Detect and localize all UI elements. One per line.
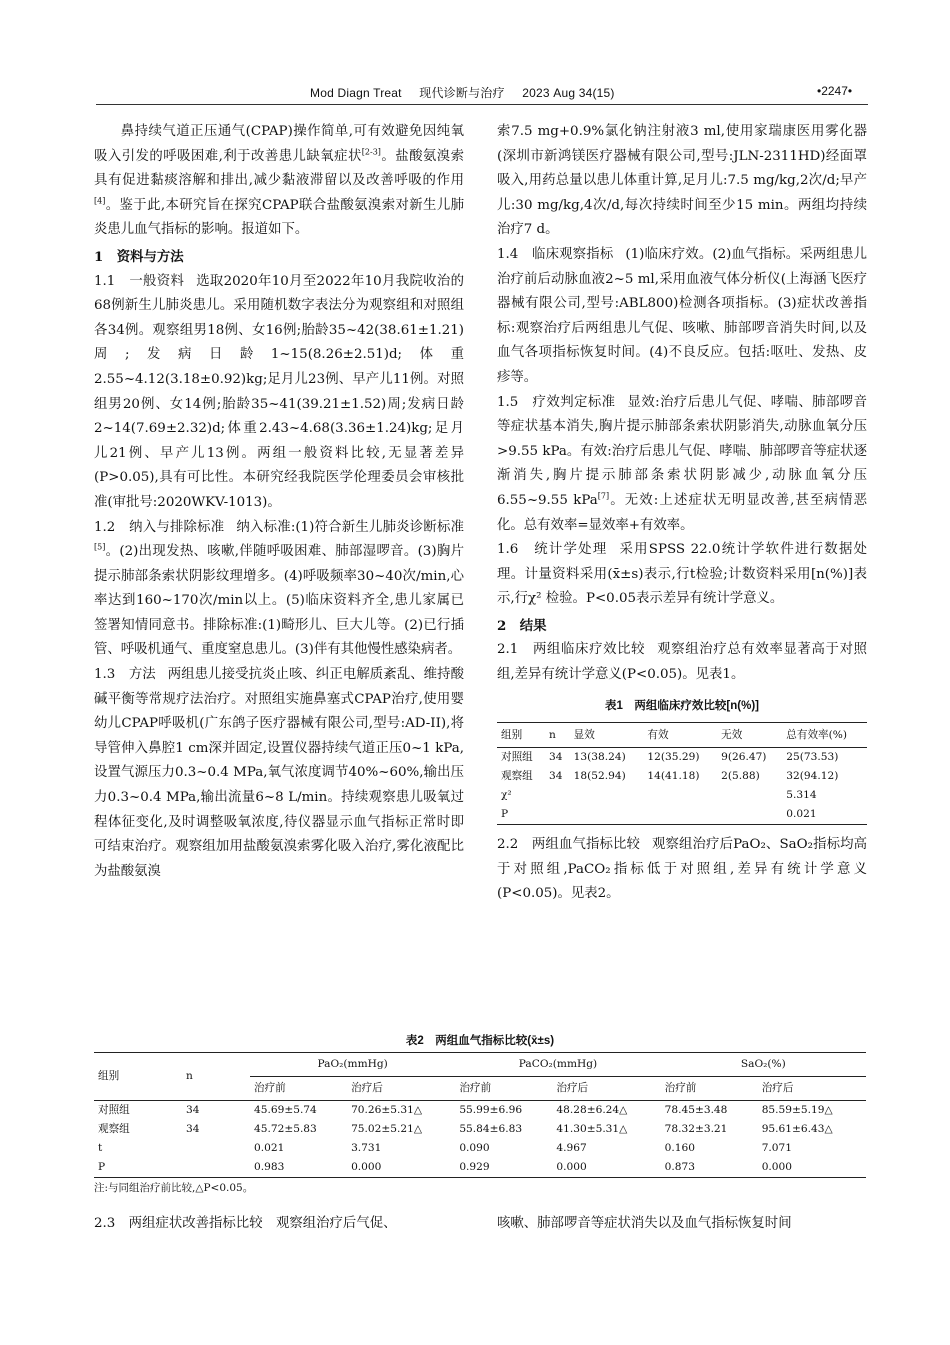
table2-block [94, 1026, 866, 1195]
section-2-title: 2 结果 [497, 617, 547, 634]
table-row: P 0.021 [501, 808, 817, 821]
table2: 组别 n PaO₂(mmHg) PaCO₂(mmHg) SaO₂(%) 治疗前 治疗后 治疗前 治疗后 治疗前 治疗后 对照组 34 45.69±5.74 70.26±5.31△ 55.99±6.96 48.28±6.24△ 78.45±3.48 85.59±5.19△ 观察组 34 45.72±5.83 75.02±5.21△ 55.84±6.83 41.30±5.31△ 78.32±3.21 95.61±6.43△ t 0.021 3.731 0.090 4.967 0.160 7.071 P 0.983 0.000 0.929 0.000 0.873 0.000 [94, 1052, 866, 1178]
section-1-6: 1.6 统计学处理 采用SPSS 22.0统计学软件进行数据处理。计量资料采用(x̄±s)表示,行t检验;计数资料采用[n(%)]表示,行χ² 检验。P<0.05表示差异有统计学意义。 [497, 542, 867, 607]
header-rule [96, 104, 868, 105]
table2-note: 注:与同组治疗前比较,△P<0.05。 [94, 1182, 254, 1194]
section-1-title: 1 资料与方法 [94, 248, 184, 265]
running-header [310, 84, 629, 101]
section-1-3-cont: 索7.5 mg+0.9%氯化钠注射液3 ml,使用家瑞康医用雾化器(深圳市新鸿镁医疗器械有限公司,型号:JLN-2311HD)经面罩吸入,用药总量以患儿体重计算,足月儿:7.5 mg/kg,2次/d;早产儿:30 mg/kg,4次/d,每次持续时间至少15 min。两组均持续治疗7 d。 [497, 124, 867, 238]
table2-caption: 表2 两组血气指标比较(x̄±s) [405, 1035, 555, 1047]
right-column [497, 120, 867, 907]
section-2-2: 2.2 两组血气指标比较 观察组治疗后PaO₂、SaO₂指标均高于对照组,PaCO₂指标低于对照组,差异有统计学意义(P<0.05)。见表2。 [497, 837, 867, 902]
table1: 组别 n 显效 有效 无效 总有效率(%) 对照组 34 13(38.24) 12(35.29) 9(26.47) 25(73.53) 观察组 34 18(52.94) 14(41.18) 2(5.88) 32(94.12) χ² 5.314 P 0.021 [497, 722, 867, 825]
table-row: 对照组 34 13(38.24) 12(35.29) 9(26.47) 25(73.53) [501, 751, 839, 764]
section-2-3-left: 2.3 两组症状改善指标比较 观察组治疗后气促、 [94, 1216, 397, 1231]
table-row: χ² 5.314 [501, 789, 817, 802]
left-column [94, 120, 464, 884]
section-1-2: 1.2 纳入与排除标准 纳入标准:(1)符合新生儿肺炎诊断标准[5]。(2)出现发热、咳嗽,伴随呼吸困难、肺部湿啰音。(3)胸片提示肺部条索状阴影纹理增多。(4)呼吸频率30~40次/min,心率达到160~170次/min以上。(5)临床资料齐全,患儿家属已签署知情同意书。排除标准:(1)畸形儿、巨大儿等。(2)已行插管、呼吸机通气、重度窒息患儿。(3)伴有其他慢性感染病者。 [94, 519, 464, 658]
issue: 2023 Aug 34(15) [522, 86, 615, 100]
section-2-1: 2.1 两组临床疗效比较 观察组治疗总有效率显著高于对照组,差异有统计学意义(P<0.05)。见表1。 [497, 642, 868, 683]
intro-paragraph: 鼻持续气道正压通气(CPAP)操作简单,可有效避免因纯氧吸入引发的呼吸困难,利于改善患儿缺氧症状[2-3]。盐酸氨溴索具有促进黏痰溶解和排出,减少黏液滞留以及改善呼吸的作用[4]。鉴于此,本研究旨在探究CPAP联合盐酸氨溴索对新生儿肺炎患儿血气指标的影响。报道如下。 [94, 124, 464, 238]
table-row: P 0.983 0.000 0.929 0.000 0.873 0.000 [98, 1161, 793, 1173]
section-1-4: 1.4 临床观察指标 (1)临床疗效。(2)血气指标。采两组患儿治疗前后动脉血液2~5 ml,采用血液气体分析仪(上海涵飞医疗器械有限公司,型号:ABL800)检测各项指标。(3)症状改善指标:观察治疗后两组患儿气促、咳嗽、肺部啰音消失时间,以及血气各项指标恢复时间。(4)不良反应。包括:呕吐、发热、皮疹等。 [497, 246, 867, 385]
table-row: 观察组 34 18(52.94) 14(41.18) 2(5.88) 32(94.12) [501, 770, 839, 783]
section-1-1: 1.1 一般资料 选取2020年10月至2022年10月我院收治的68例新生儿肺炎患儿。采用随机数字表法分为观察组和对照组各34例。观察组男18例、女16例;胎龄35~42(38.61±1.21)周;发病日龄1~15(8.26±2.51)d;体重2.55~4.12(3.18±0.92)kg;足月儿23例、早产儿11例。对照组男20例、女14例;胎龄35~41(39.21±1.52)周;发病日龄2~14(7.69±2.32)d;体重2.43~4.68(3.36±1.24)kg;足月儿21例、早产儿13例。两组一般资料比较,无显著差异(P>0.05),具有可比性。本研究经我院医学伦理委员会审核批准(审批号:2020WKV-1013)。 [94, 273, 465, 510]
table-row: t 0.021 3.731 0.090 4.967 0.160 7.071 [98, 1142, 793, 1154]
table-row: 对照组 34 45.69±5.74 70.26±5.31△ 55.99±6.96 48.28±6.24△ 78.45±3.48 85.59±5.19△ [98, 1104, 833, 1116]
section-2-3-right: 咳嗽、肺部啰音等症状消失以及血气指标恢复时间 [497, 1216, 792, 1231]
table1-caption: 表1 两组临床疗效比较[n(%)] [605, 699, 759, 712]
journal-en: Mod Diagn Treat [310, 86, 402, 100]
journal-cn: 现代诊断与治疗 [419, 86, 505, 100]
page-number: •2247• [817, 84, 853, 98]
section-1-3: 1.3 方法 两组患儿接受抗炎止咳、纠正电解质紊乱、维持酸碱平衡等常规疗法治疗。对照组实施鼻塞式CPAP治疗,使用婴幼儿CPAP呼吸机(广东鸽子医疗器械有限公司,型号:AD-II),将导管伸入鼻腔1 cm深并固定,设置仪器持续气道正压0~1 kPa,设置气源压力0.3~0.4 MPa,氧气浓度调节40%~60%,输出压力0.3~0.4 MPa,输出流量6~8 L/min。持续观察患儿吸氧过程体征变化,及时调整吸氧浓度,待仪器显示血气指标正常时即可结束治疗。观察组加用盐酸氨溴索雾化吸入治疗,雾化液配比为盐酸氨溴 [94, 667, 465, 879]
section-1-5: 1.5 疗效判定标准 显效:治疗后患儿气促、哮喘、肺部啰音等症状基本消失,胸片提示肺部条索状阴影消失,动脉血氧分压>9.55 kPa。有效:治疗后患儿气促、哮喘、肺部啰音等症状逐渐消失,胸片提示肺部条索状阴影减少,动脉血氧分压6.55~9.55 kPa[7]。无效:上述症状无明显改善,甚至病情恶化。总有效率=显效率+有效率。 [497, 394, 868, 533]
table-row: 观察组 34 45.72±5.83 75.02±5.21△ 55.84±6.83 41.30±5.31△ 78.32±3.21 95.61±6.43△ [98, 1123, 833, 1135]
